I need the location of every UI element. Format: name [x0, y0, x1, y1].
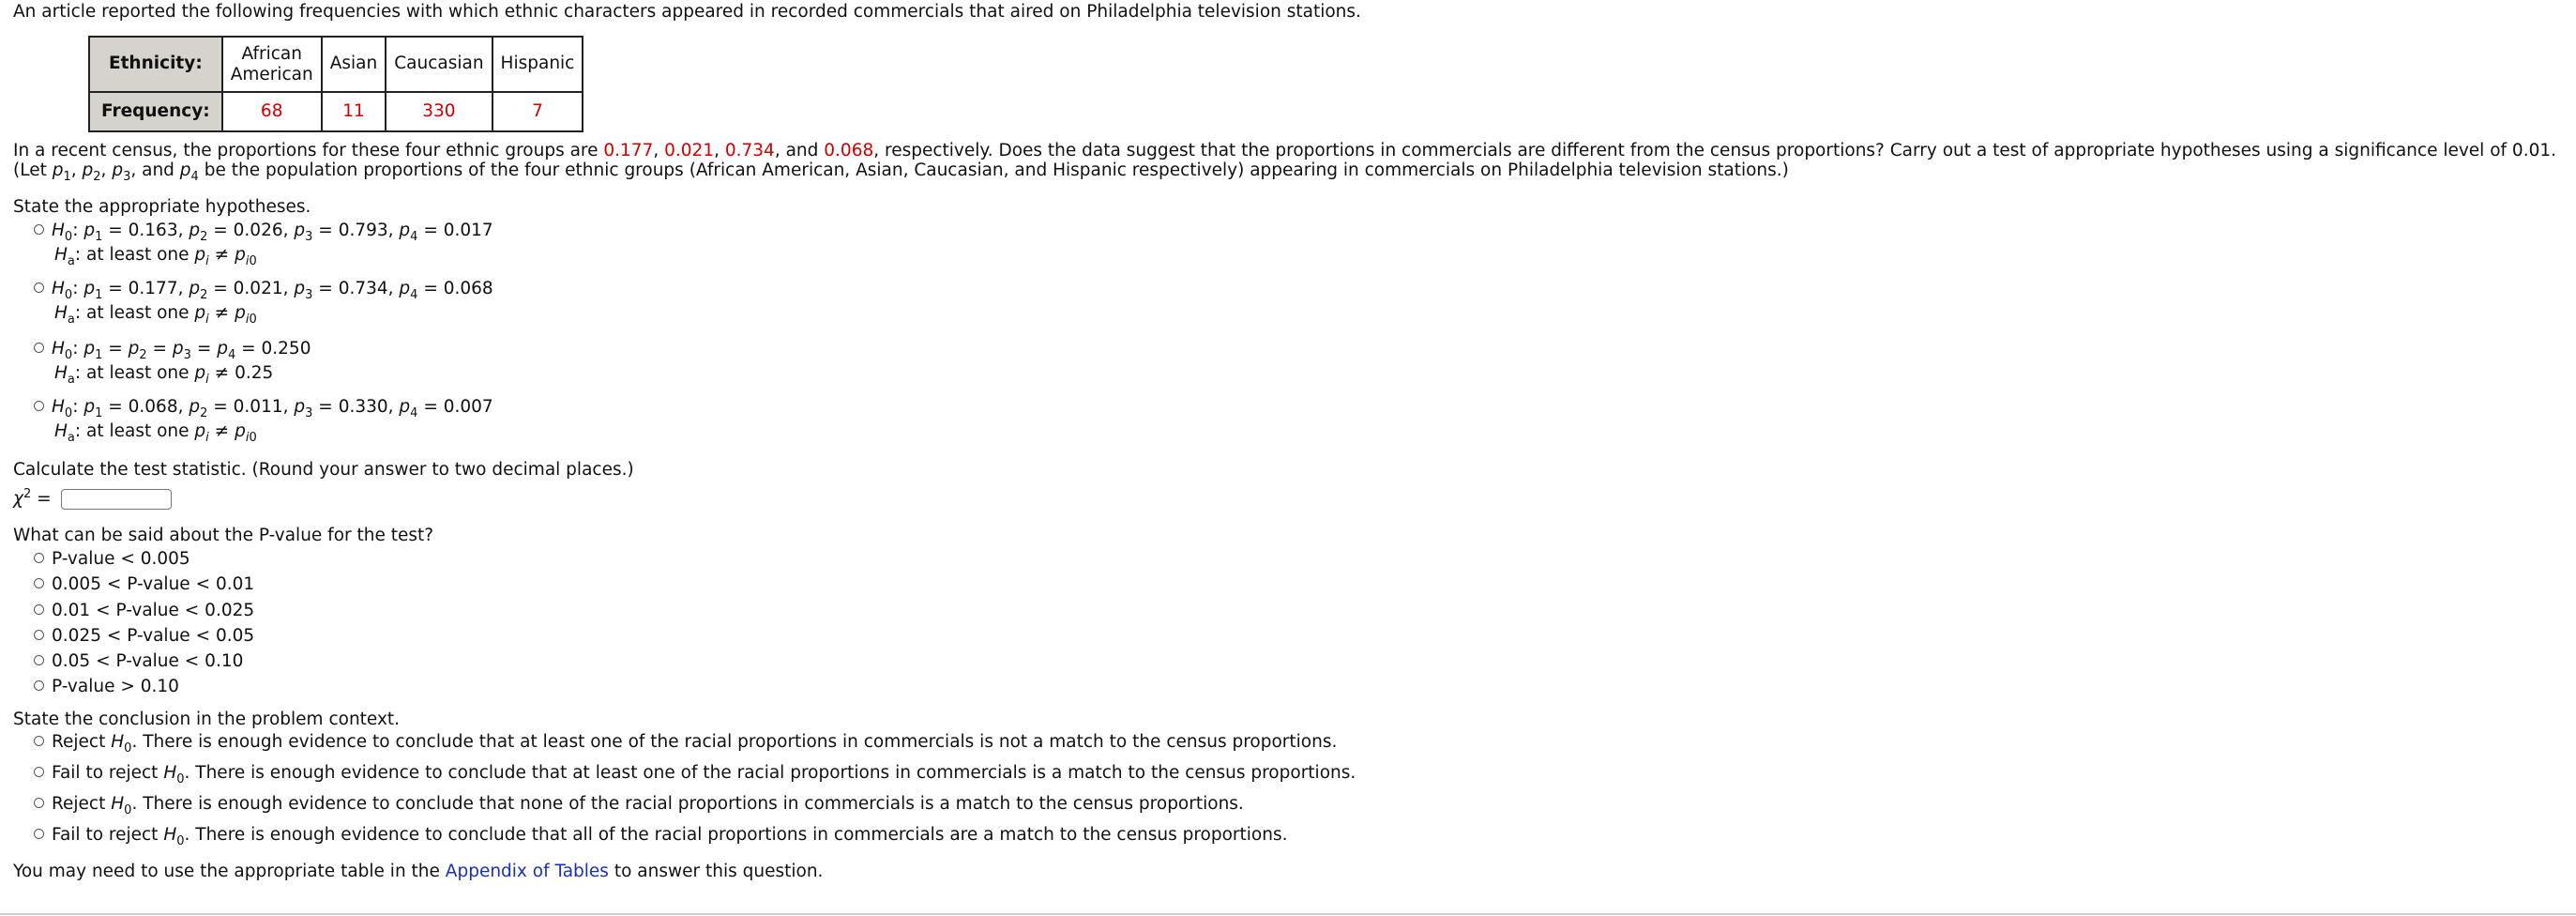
radio-button[interactable]: [34, 630, 44, 640]
conclusion-prompt: State the conclusion in the problem context.: [13, 710, 401, 729]
pvalue-option[interactable]: 0.025 < P-value < 0.05: [34, 626, 254, 647]
census-paragraph: In a recent census, the proportions for these four ethnic groups are 0.177, 0.021, 0.734, and 0.068, respectively. Does the data suggest that the proportions in commercials are different from the census proportions? Carry out a test of appropriate hypotheses using a significance level of 0.01. (Let $p_1$, $p_2$, $p_3$, and $p_4$ be the population proportions of the four ethnic groups (African American, Asian, Caucasian, and Hispanic respectively) appearing in commercials on Philadelphia television stations.): [13, 141, 2556, 184]
intro-text: An article reported the following frequencies with which ethnic characters appeared in recorded commercials that aired on Philadelphia television stations.: [13, 2, 1361, 22]
statistic-prompt: Calculate the test statistic. (Round your answer to two decimal places.): [13, 460, 634, 480]
radio-button[interactable]: [34, 798, 44, 808]
chi-square-row: $\chi^2$ =: [13, 487, 172, 510]
radio-button[interactable]: [34, 553, 44, 563]
ethnicity-cell: Asian: [322, 37, 386, 92]
pvalue-option[interactable]: 0.05 < P-value < 0.10: [34, 651, 243, 672]
census-p1: 0.177: [603, 141, 654, 160]
frequency-cell: 68: [222, 92, 322, 131]
radio-button[interactable]: [34, 829, 44, 839]
frequency-cell: 330: [386, 92, 492, 131]
census-p3: 0.734: [724, 141, 775, 160]
hypotheses-prompt: State the appropriate hypotheses.: [13, 197, 311, 217]
ethnicity-header: Ethnicity:: [89, 37, 222, 92]
hypothesis-option[interactable]: $H_0$: $p_1 = p_2 = p_3 = p_4 = 0.250$ $H_a$: at least one $p_i \ne 0.25$: [34, 339, 311, 387]
census-p4: 0.068: [824, 141, 874, 160]
frequency-cell: 7: [492, 92, 583, 131]
radio-button[interactable]: [34, 401, 44, 411]
ethnicity-cell: Caucasian: [386, 37, 492, 92]
radio-button[interactable]: [34, 604, 44, 615]
hypothesis-option[interactable]: $H_0$: $p_1 = 0.163$, $p_2 = 0.026$, $p_3 = 0.793$, $p_4 = 0.017$ $H_a$: at least one $p_i \ne p_{i0}$: [34, 221, 493, 268]
appendix-link[interactable]: Appendix of Tables: [445, 862, 609, 881]
hypothesis-option[interactable]: $H_0$: $p_1 = 0.068$, $p_2 = 0.011$, $p_3 = 0.330$, $p_4 = 0.007$ $H_a$: at least one $p_i \ne p_{i0}$: [34, 397, 493, 445]
conclusion-option[interactable]: Fail to reject $H_0$. There is enough evidence to conclude that at least one of the racial proportions in commercials is a match to the census proportions.: [34, 763, 1356, 787]
radio-button[interactable]: [34, 655, 44, 665]
radio-button[interactable]: [34, 343, 44, 353]
radio-button[interactable]: [34, 767, 44, 777]
ethnicity-cell: African American: [222, 37, 322, 92]
radio-button[interactable]: [34, 680, 44, 691]
pvalue-option[interactable]: P-value < 0.005: [34, 549, 190, 570]
radio-button[interactable]: [34, 224, 44, 235]
census-p2: 0.021: [664, 141, 715, 160]
footer-note: You may need to use the appropriate table in the Appendix of Tables to answer this question.: [13, 862, 824, 881]
frequency-cell: 11: [322, 92, 386, 131]
bottom-divider: [0, 913, 2576, 915]
frequency-header: Frequency:: [89, 92, 222, 131]
pvalue-option[interactable]: 0.005 < P-value < 0.01: [34, 574, 254, 595]
conclusion-option[interactable]: Reject $H_0$. There is enough evidence to conclude that none of the racial proportions in commercials is a match to the census proportions.: [34, 794, 1244, 818]
frequency-table: [88, 36, 583, 132]
hypothesis-option[interactable]: $H_0$: $p_1 = 0.177$, $p_2 = 0.021$, $p_3 = 0.734$, $p_4 = 0.068$ $H_a$: at least one $p_i \ne p_{i0}$: [34, 279, 493, 327]
radio-button[interactable]: [34, 282, 44, 293]
radio-button[interactable]: [34, 578, 44, 588]
chi-square-input[interactable]: [61, 489, 172, 510]
pvalue-option[interactable]: P-value > 0.10: [34, 677, 179, 697]
pvalue-option[interactable]: 0.01 < P-value < 0.025: [34, 601, 254, 621]
ethnicity-cell: Hispanic: [492, 37, 583, 92]
conclusion-option[interactable]: Reject $H_0$. There is enough evidence to conclude that at least one of the racial proportions in commercials is not a match to the census proportions.: [34, 732, 1337, 756]
radio-button[interactable]: [34, 736, 44, 746]
conclusion-option[interactable]: Fail to reject $H_0$. There is enough evidence to conclude that all of the racial proportions in commercials are a match to the census proportions.: [34, 825, 1287, 849]
pvalue-prompt: What can be said about the P-value for the test?: [13, 526, 434, 545]
